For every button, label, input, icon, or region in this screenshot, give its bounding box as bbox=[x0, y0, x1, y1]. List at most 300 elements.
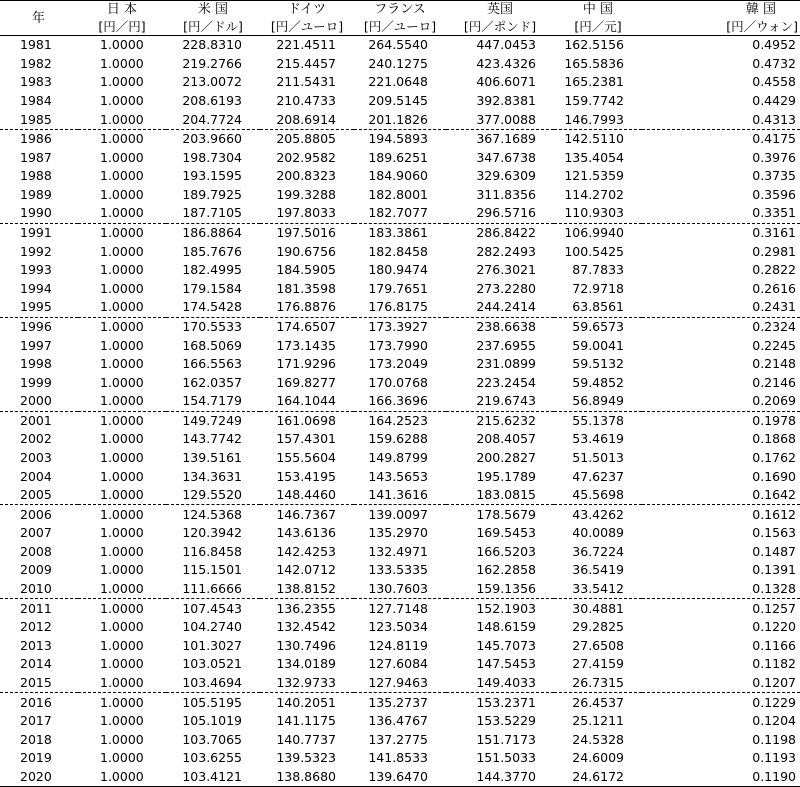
france-cell: 124.8119 bbox=[368, 637, 428, 653]
germany-cell: 200.8323 bbox=[276, 168, 336, 184]
france-cell: 143.5653 bbox=[368, 468, 428, 484]
table-row bbox=[0, 280, 800, 299]
uk-cell: 238.6638 bbox=[446, 317, 554, 336]
germany-cell: 197.5016 bbox=[260, 223, 354, 242]
uk-cell: 367.1689 bbox=[446, 129, 554, 148]
france-cell: 159.6288 bbox=[368, 431, 428, 447]
usa-cell: 139.5161 bbox=[182, 450, 242, 465]
uk-cell: 273.2280 bbox=[476, 280, 536, 296]
year-cell: 2012 bbox=[20, 619, 52, 635]
unit-usa: [円／ドル] bbox=[183, 19, 243, 34]
usa-cell: 213.0072 bbox=[182, 74, 242, 90]
korea-cell: 0.1182 bbox=[752, 656, 796, 672]
uk-cell: 392.8381 bbox=[476, 93, 536, 109]
china-cell: 36.5419 bbox=[572, 562, 624, 578]
germany-cell: 173.1435 bbox=[276, 337, 336, 353]
table-row bbox=[0, 543, 800, 562]
france-cell: 183.3861 bbox=[354, 223, 446, 242]
table-row bbox=[0, 167, 800, 186]
japan-cell: 1.0000 bbox=[100, 581, 144, 597]
germany-cell: 184.5905 bbox=[276, 262, 336, 278]
usa-cell: 186.8864 bbox=[166, 223, 260, 242]
table-row bbox=[0, 148, 800, 167]
france-cell: 130.7603 bbox=[368, 581, 428, 597]
japan-cell: 1.0000 bbox=[100, 674, 144, 690]
uk-cell: 237.6955 bbox=[476, 337, 536, 353]
year-cell: 1994 bbox=[20, 280, 52, 296]
china-cell: 72.9718 bbox=[572, 280, 624, 296]
france-cell: 201.1826 bbox=[368, 111, 428, 127]
uk-cell: 183.0815 bbox=[476, 487, 536, 503]
japan-cell: 1.0000 bbox=[100, 262, 144, 278]
japan-cell: 1.0000 bbox=[100, 713, 144, 729]
japan-cell: 1.0000 bbox=[100, 299, 144, 315]
korea-cell: 0.1220 bbox=[752, 619, 796, 635]
table-row bbox=[0, 655, 800, 674]
year-cell: 2020 bbox=[0, 768, 78, 787]
germany-cell: 176.8876 bbox=[276, 299, 336, 315]
table-row bbox=[0, 373, 800, 392]
france-cell: 194.5893 bbox=[354, 129, 446, 148]
uk-cell: 147.5453 bbox=[476, 656, 536, 672]
france-cell: 176.8175 bbox=[368, 299, 428, 315]
uk-cell: 144.3770 bbox=[446, 768, 554, 787]
france-cell: 182.8001 bbox=[368, 186, 428, 202]
korea-cell: 0.1257 bbox=[642, 599, 800, 618]
korea-cell: 0.3735 bbox=[752, 168, 796, 184]
table-row bbox=[0, 749, 800, 768]
usa-cell: 185.7676 bbox=[182, 243, 242, 259]
table-row bbox=[0, 223, 800, 242]
uk-cell: 423.4326 bbox=[476, 55, 536, 71]
korea-cell: 0.4732 bbox=[752, 55, 796, 71]
japan-cell: 1.0000 bbox=[100, 168, 144, 184]
usa-cell: 193.1595 bbox=[182, 168, 242, 184]
usa-cell: 208.6193 bbox=[182, 93, 242, 109]
china-cell: 24.6009 bbox=[572, 750, 624, 766]
germany-cell: 143.6136 bbox=[276, 525, 336, 541]
germany-cell: 138.8680 bbox=[260, 768, 354, 787]
table-body bbox=[0, 36, 800, 787]
table-row bbox=[0, 730, 800, 749]
japan-cell: 1.0000 bbox=[78, 411, 166, 430]
korea-cell: 0.1487 bbox=[752, 543, 796, 559]
germany-cell: 132.9733 bbox=[276, 674, 336, 690]
france-cell: 149.8799 bbox=[368, 450, 428, 465]
japan-cell: 1.0000 bbox=[100, 243, 144, 259]
year-cell: 2003 bbox=[20, 450, 52, 465]
germany-cell: 157.4301 bbox=[276, 431, 336, 447]
korea-cell: 0.2616 bbox=[752, 280, 796, 296]
usa-cell: 107.4543 bbox=[166, 599, 260, 618]
usa-cell: 115.1501 bbox=[182, 562, 242, 578]
china-cell: 45.5698 bbox=[572, 487, 624, 503]
unit-france: [円／ユーロ] bbox=[363, 19, 437, 34]
year-cell: 1981 bbox=[20, 37, 52, 53]
column-header-germany: ドイツ bbox=[287, 2, 327, 17]
uk-cell: 178.5679 bbox=[446, 505, 554, 524]
year-cell: 2005 bbox=[20, 487, 52, 503]
table-row bbox=[0, 242, 800, 261]
table-row bbox=[0, 317, 800, 336]
table-row bbox=[0, 524, 800, 543]
france-cell: 132.4971 bbox=[368, 543, 428, 559]
china-cell: 24.5328 bbox=[572, 731, 624, 747]
germany-cell: 142.0712 bbox=[276, 562, 336, 578]
year-cell: 2004 bbox=[20, 468, 52, 484]
year-cell: 1987 bbox=[20, 149, 52, 165]
usa-cell: 134.3631 bbox=[182, 468, 242, 484]
japan-cell: 1.0000 bbox=[100, 205, 144, 221]
year-cell: 1986 bbox=[0, 129, 78, 148]
year-cell: 2019 bbox=[20, 750, 52, 766]
year-cell: 2018 bbox=[20, 731, 52, 747]
japan-cell: 1.0000 bbox=[100, 393, 144, 409]
china-cell: 26.4537 bbox=[554, 693, 642, 712]
uk-cell: 286.8422 bbox=[446, 223, 554, 242]
japan-cell: 1.0000 bbox=[100, 356, 144, 372]
japan-cell: 1.0000 bbox=[100, 337, 144, 353]
korea-cell: 0.3976 bbox=[752, 149, 796, 165]
usa-cell: 103.4121 bbox=[166, 768, 260, 787]
year-column-header: 年 bbox=[32, 10, 46, 26]
uk-cell: 153.2371 bbox=[446, 693, 554, 712]
japan-cell: 1.0000 bbox=[100, 750, 144, 766]
japan-cell: 1.0000 bbox=[100, 619, 144, 635]
korea-cell: 0.1642 bbox=[752, 487, 796, 503]
usa-cell: 101.3027 bbox=[182, 637, 242, 653]
france-cell: 209.5145 bbox=[368, 93, 428, 109]
japan-cell: 1.0000 bbox=[78, 129, 166, 148]
uk-cell: 447.0453 bbox=[476, 37, 536, 53]
france-cell: 133.5335 bbox=[368, 562, 428, 578]
uk-cell: 282.2493 bbox=[476, 243, 536, 259]
year-cell: 2006 bbox=[0, 505, 78, 524]
korea-cell: 0.1229 bbox=[642, 693, 800, 712]
korea-cell: 0.4175 bbox=[642, 129, 800, 148]
year-cell: 2010 bbox=[20, 581, 52, 597]
table-row bbox=[0, 580, 800, 599]
uk-cell: 223.2454 bbox=[476, 374, 536, 390]
uk-cell: 329.6309 bbox=[476, 168, 536, 184]
year-cell: 1983 bbox=[20, 74, 52, 90]
japan-cell: 1.0000 bbox=[100, 37, 144, 53]
year-cell: 1993 bbox=[20, 262, 52, 278]
table-row bbox=[0, 298, 800, 317]
germany-cell: 211.5431 bbox=[276, 74, 336, 90]
usa-cell: 198.7304 bbox=[182, 149, 242, 165]
germany-cell: 169.8277 bbox=[276, 374, 336, 390]
column-header-usa: 米 国 bbox=[197, 2, 229, 17]
france-cell: 173.3927 bbox=[354, 317, 446, 336]
usa-cell: 111.6666 bbox=[182, 581, 242, 597]
korea-cell: 0.1762 bbox=[752, 450, 796, 465]
korea-cell: 0.2981 bbox=[752, 243, 796, 259]
uk-cell: 151.7173 bbox=[476, 731, 536, 747]
china-cell: 142.5110 bbox=[554, 129, 642, 148]
japan-cell: 1.0000 bbox=[100, 487, 144, 503]
france-cell: 166.3696 bbox=[368, 393, 428, 409]
year-cell: 1985 bbox=[20, 111, 52, 127]
germany-cell: 134.0189 bbox=[276, 656, 336, 672]
japan-cell: 1.0000 bbox=[100, 468, 144, 484]
germany-cell: 153.4195 bbox=[276, 468, 336, 484]
korea-cell: 0.4952 bbox=[752, 37, 796, 53]
japan-cell: 1.0000 bbox=[78, 768, 166, 787]
japan-cell: 1.0000 bbox=[100, 111, 144, 127]
germany-cell: 202.9582 bbox=[276, 149, 336, 165]
table-row bbox=[0, 411, 800, 430]
germany-cell: 164.1044 bbox=[276, 393, 336, 409]
china-cell: 33.5412 bbox=[572, 581, 624, 597]
usa-cell: 166.5563 bbox=[182, 356, 242, 372]
korea-cell: 0.1190 bbox=[642, 768, 800, 787]
japan-cell: 1.0000 bbox=[100, 562, 144, 578]
korea-cell: 0.3596 bbox=[752, 186, 796, 202]
china-cell: 106.9940 bbox=[554, 223, 642, 242]
france-cell: 139.6470 bbox=[354, 768, 446, 787]
table-row bbox=[0, 261, 800, 280]
table-row bbox=[0, 336, 800, 355]
japan-cell: 1.0000 bbox=[100, 149, 144, 165]
france-cell: 141.3616 bbox=[368, 487, 428, 503]
france-cell: 139.0097 bbox=[354, 505, 446, 524]
korea-cell: 0.4429 bbox=[752, 93, 796, 109]
japan-cell: 1.0000 bbox=[100, 374, 144, 390]
china-cell: 135.4054 bbox=[564, 149, 624, 165]
china-cell: 100.5425 bbox=[564, 243, 624, 259]
germany-cell: 161.0698 bbox=[260, 411, 354, 430]
korea-cell: 0.2146 bbox=[752, 374, 796, 390]
france-cell: 240.1275 bbox=[368, 55, 428, 71]
column-header-china: 中 国 bbox=[582, 2, 614, 17]
table-row bbox=[0, 505, 800, 524]
usa-cell: 162.0357 bbox=[182, 374, 242, 390]
table-row bbox=[0, 693, 800, 712]
korea-cell: 0.1207 bbox=[752, 674, 796, 690]
korea-cell: 0.2822 bbox=[752, 262, 796, 278]
year-cell: 1991 bbox=[0, 223, 78, 242]
usa-cell: 149.7249 bbox=[166, 411, 260, 430]
germany-cell: 136.2355 bbox=[260, 599, 354, 618]
uk-cell: 296.5716 bbox=[476, 205, 536, 221]
germany-cell: 171.9296 bbox=[276, 356, 336, 372]
year-cell: 1982 bbox=[20, 55, 52, 71]
france-cell: 182.8458 bbox=[368, 243, 428, 259]
unit-japan: [円／円] bbox=[98, 19, 146, 34]
china-cell: 40.0089 bbox=[572, 525, 624, 541]
china-cell: 36.7224 bbox=[572, 543, 624, 559]
korea-cell: 0.1978 bbox=[642, 411, 800, 430]
korea-cell: 0.1563 bbox=[752, 525, 796, 541]
china-cell: 47.6237 bbox=[572, 468, 624, 484]
uk-cell: 153.5229 bbox=[476, 713, 536, 729]
france-cell: 123.5034 bbox=[368, 619, 428, 635]
korea-cell: 0.2431 bbox=[752, 299, 796, 315]
year-cell: 1999 bbox=[20, 374, 52, 390]
germany-cell: 148.4460 bbox=[276, 487, 336, 503]
france-cell: 264.5540 bbox=[368, 37, 428, 53]
uk-cell: 152.1903 bbox=[446, 599, 554, 618]
table-row bbox=[0, 204, 800, 223]
table-row bbox=[0, 768, 800, 787]
table-row bbox=[0, 712, 800, 731]
year-cell: 2016 bbox=[0, 693, 78, 712]
year-cell: 1984 bbox=[20, 93, 52, 109]
table-row bbox=[0, 73, 800, 92]
china-cell: 24.6172 bbox=[554, 768, 642, 787]
korea-cell: 0.2324 bbox=[642, 317, 800, 336]
japan-cell: 1.0000 bbox=[100, 525, 144, 541]
uk-cell: 151.5033 bbox=[476, 750, 536, 766]
year-cell: 2002 bbox=[20, 431, 52, 447]
table-row bbox=[0, 449, 800, 468]
china-cell: 165.5836 bbox=[564, 55, 624, 71]
korea-cell: 0.1690 bbox=[752, 468, 796, 484]
usa-cell: 182.4995 bbox=[182, 262, 242, 278]
germany-cell: 210.4733 bbox=[276, 93, 336, 109]
table-row bbox=[0, 486, 800, 505]
usa-cell: 219.2766 bbox=[182, 55, 242, 71]
usa-cell: 103.4694 bbox=[182, 674, 242, 690]
france-cell: 179.7651 bbox=[368, 280, 428, 296]
france-cell: 127.6084 bbox=[368, 656, 428, 672]
uk-cell: 149.4033 bbox=[476, 674, 536, 690]
france-cell: 137.2775 bbox=[368, 731, 428, 747]
korea-cell: 0.1612 bbox=[642, 505, 800, 524]
usa-cell: 124.5368 bbox=[166, 505, 260, 524]
japan-cell: 1.0000 bbox=[100, 186, 144, 202]
germany-cell: 132.4542 bbox=[276, 619, 336, 635]
japan-cell: 1.0000 bbox=[78, 317, 166, 336]
japan-cell: 1.0000 bbox=[100, 731, 144, 747]
china-cell: 25.1211 bbox=[572, 713, 624, 729]
china-cell: 59.4852 bbox=[572, 374, 624, 390]
uk-cell: 195.1789 bbox=[476, 468, 536, 484]
korea-cell: 0.1166 bbox=[752, 637, 796, 653]
france-cell: 127.7148 bbox=[354, 599, 446, 618]
usa-cell: 170.5533 bbox=[166, 317, 260, 336]
korea-cell: 0.4558 bbox=[752, 74, 796, 90]
table-row bbox=[0, 599, 800, 618]
japan-cell: 1.0000 bbox=[100, 431, 144, 447]
year-cell: 2014 bbox=[20, 656, 52, 672]
china-cell: 43.4262 bbox=[554, 505, 642, 524]
japan-cell: 1.0000 bbox=[100, 280, 144, 296]
china-cell: 121.5359 bbox=[564, 168, 624, 184]
table-row bbox=[0, 92, 800, 111]
table-row bbox=[0, 674, 800, 693]
uk-cell: 231.0899 bbox=[476, 356, 536, 372]
germany-cell: 205.8805 bbox=[260, 129, 354, 148]
china-cell: 162.5156 bbox=[564, 37, 624, 53]
usa-cell: 105.5195 bbox=[166, 693, 260, 712]
year-cell: 2017 bbox=[20, 713, 52, 729]
uk-cell: 200.2827 bbox=[476, 450, 536, 465]
france-cell: 136.4767 bbox=[368, 713, 428, 729]
korea-cell: 0.1193 bbox=[752, 750, 796, 766]
usa-cell: 143.7742 bbox=[182, 431, 242, 447]
usa-cell: 129.5520 bbox=[182, 487, 242, 503]
germany-cell: 197.8033 bbox=[276, 205, 336, 221]
column-header-japan: 日 本 bbox=[106, 2, 138, 17]
unit-germany: [円／ユーロ] bbox=[270, 19, 344, 34]
japan-cell: 1.0000 bbox=[100, 55, 144, 71]
china-cell: 29.2825 bbox=[572, 619, 624, 635]
uk-cell: 215.6232 bbox=[446, 411, 554, 430]
korea-cell: 0.4313 bbox=[752, 111, 796, 127]
uk-cell: 219.6743 bbox=[476, 393, 536, 409]
germany-cell: 221.4511 bbox=[276, 37, 336, 53]
france-cell: 127.9463 bbox=[368, 674, 428, 690]
china-cell: 27.6508 bbox=[572, 637, 624, 653]
unit-china: [円／元] bbox=[574, 19, 622, 34]
germany-cell: 130.7496 bbox=[276, 637, 336, 653]
germany-cell: 146.7367 bbox=[260, 505, 354, 524]
china-cell: 165.2381 bbox=[564, 74, 624, 90]
usa-cell: 187.7105 bbox=[182, 205, 242, 221]
usa-cell: 103.0521 bbox=[182, 656, 242, 672]
year-cell: 2013 bbox=[20, 637, 52, 653]
korea-cell: 0.2069 bbox=[752, 393, 796, 409]
column-header-korea: 韓 国 bbox=[745, 2, 776, 17]
table-row bbox=[0, 55, 800, 74]
year-cell: 2015 bbox=[20, 674, 52, 690]
france-cell: 135.2737 bbox=[354, 693, 446, 712]
table-row bbox=[0, 467, 800, 486]
usa-cell: 120.3942 bbox=[182, 525, 242, 541]
germany-cell: 155.5604 bbox=[276, 450, 336, 465]
germany-cell: 139.5323 bbox=[276, 750, 336, 766]
china-cell: 63.8561 bbox=[572, 299, 624, 315]
uk-cell: 377.0088 bbox=[476, 111, 536, 127]
china-cell: 59.5132 bbox=[572, 356, 624, 372]
year-cell: 1995 bbox=[20, 299, 52, 315]
korea-cell: 0.3351 bbox=[752, 205, 796, 221]
france-cell: 173.2049 bbox=[368, 356, 428, 372]
year-cell: 2007 bbox=[20, 525, 52, 541]
germany-cell: 142.4253 bbox=[276, 543, 336, 559]
japan-cell: 1.0000 bbox=[100, 637, 144, 653]
china-cell: 59.6573 bbox=[554, 317, 642, 336]
table-row bbox=[0, 637, 800, 656]
table-row bbox=[0, 561, 800, 580]
uk-cell: 208.4057 bbox=[476, 431, 536, 447]
korea-cell: 0.1204 bbox=[752, 713, 796, 729]
japan-cell: 1.0000 bbox=[100, 543, 144, 559]
table-row bbox=[0, 129, 800, 148]
germany-cell: 174.6507 bbox=[260, 317, 354, 336]
table-row bbox=[0, 110, 800, 129]
year-cell: 1992 bbox=[20, 243, 52, 259]
germany-cell: 181.3598 bbox=[276, 280, 336, 296]
korea-cell: 0.1198 bbox=[752, 731, 796, 747]
usa-cell: 204.7724 bbox=[182, 111, 242, 127]
uk-cell: 159.1356 bbox=[476, 581, 536, 597]
uk-cell: 311.8356 bbox=[476, 186, 536, 202]
usa-cell: 179.1584 bbox=[182, 280, 242, 296]
year-cell: 2008 bbox=[20, 543, 52, 559]
uk-cell: 148.6159 bbox=[476, 619, 536, 635]
year-cell: 2009 bbox=[20, 562, 52, 578]
france-cell: 189.6251 bbox=[368, 149, 428, 165]
china-cell: 30.4881 bbox=[554, 599, 642, 618]
year-cell: 1988 bbox=[20, 168, 52, 184]
usa-cell: 189.7925 bbox=[182, 186, 242, 202]
china-cell: 114.2702 bbox=[564, 186, 624, 202]
china-cell: 87.7833 bbox=[572, 262, 624, 278]
korea-cell: 0.1391 bbox=[752, 562, 796, 578]
